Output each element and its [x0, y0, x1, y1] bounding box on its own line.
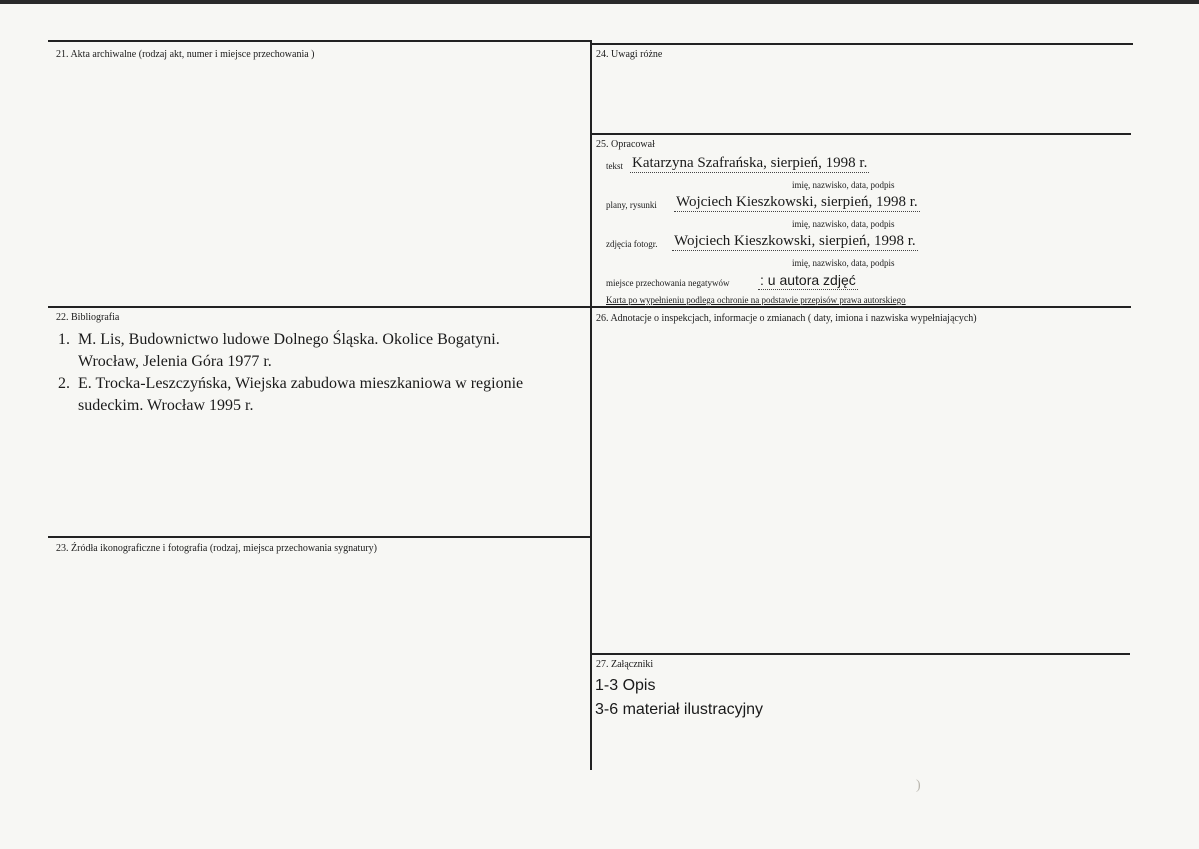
bibliography-item — [58, 373, 558, 417]
section-27-label: 27. Załączniki — [596, 659, 654, 670]
negatywy-label: miejsce przechowania negatywów — [606, 278, 730, 288]
tekst-label: tekst — [606, 161, 623, 171]
copyright-note: Karta po wypełnieniu podlega ochronie na podstawie przepisów prawa autorskiego — [606, 295, 906, 305]
plany-value-text: Wojciech Kieszkowski, sierpień, 1998 r. — [676, 194, 918, 210]
scan-mark: ) — [916, 778, 921, 793]
section-26-label: 26. Adnotacje o inspekcjach, informacje o zmianach ( daty, imiona i nazwiska wypełniających) — [596, 313, 977, 324]
section-22-label: 22. Bibliografia — [56, 312, 120, 323]
plany-label: plany, rysunki — [606, 200, 657, 210]
rule-s25-top — [591, 133, 1131, 135]
tekst-value-text: Katarzyna Szafrańska, sierpień, 1998 r. — [632, 155, 868, 171]
scan-top-edge — [0, 0, 1199, 4]
zdjecia-caption: imię, nazwisko, data, podpis — [792, 258, 895, 268]
zdjecia-value-text: Wojciech Kieszkowski, sierpień, 1998 r. — [674, 233, 916, 249]
section-25-label: 25. Opracował — [596, 139, 655, 150]
tekst-value — [630, 155, 869, 172]
negatywy-value — [758, 272, 858, 288]
rule-center-vertical — [590, 40, 592, 770]
rule-s23-top — [48, 536, 591, 538]
bibliography-item-text: E. Trocka-Leszczyńska, Wiejska zabudowa mieszkaniowa w regionie sudeckim. Wrocław 1995 r. — [78, 375, 524, 414]
section-23-label: 23. Źródła ikonograficzne i fotografia (rodzaj, miejsca przechowania sygnatury) — [56, 543, 377, 554]
section-24-label: 24. Uwagi różne — [596, 49, 663, 60]
negatywy-value-text: : u autora zdjęć — [760, 272, 856, 288]
bibliography-item-number: 1. — [58, 331, 70, 348]
plany-caption: imię, nazwisko, data, podpis — [792, 219, 895, 229]
bibliography-item-text: M. Lis, Budownictwo ludowe Dolnego Śląska. Okolice Bogatyni. Wrocław, Jelenia Góra 1977 r. — [78, 331, 500, 370]
attachment-item: 1-3 Opis — [595, 677, 656, 694]
rule-s27-top — [591, 653, 1130, 655]
zdjecia-value — [672, 233, 918, 250]
plany-value — [674, 194, 920, 211]
section-21-label: 21. Akta archiwalne (rodzaj akt, numer i miejsce przechowania ) — [56, 49, 315, 60]
bibliography-item-number: 2. — [58, 375, 70, 392]
tekst-caption: imię, nazwisko, data, podpis — [792, 180, 895, 190]
attachment-item: 3-6 materiał ilustracyjny — [595, 701, 764, 718]
rule-top-left — [48, 40, 591, 42]
bibliography-item — [58, 329, 558, 373]
rule-top-right — [591, 43, 1133, 45]
zdjecia-label: zdjęcia fotogr. — [606, 239, 658, 249]
